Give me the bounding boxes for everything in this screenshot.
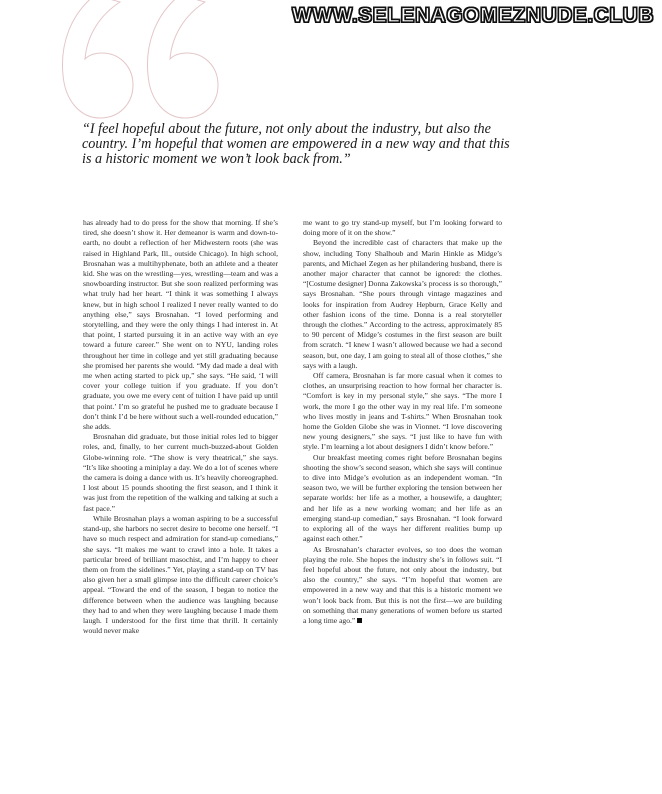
paragraph: me want to go try stand-up myself, but I’m looking forward to doing more of it on the show.”	[303, 218, 502, 238]
paragraph: Off camera, Brosnahan is far more casual when it comes to clothes, an unsurprising reaction to how formal her character is. “Comfort is key in my personal style,” she says. “The more I work, the more I go the other way in my real life. I’m someone who lives mostly in jeans and T-shirts.” When Brosnahan took home the Golden Globe she was in Vionnet. “I love discovering new young designers,” she says. “I just like to have fun with style. I’m learning a lot about designers I didn’t know before.”	[303, 371, 502, 452]
paragraph: has already had to do press for the show that morning. If she’s tired, she doesn’t show it. Her demeanor is warm and down-to-earth, no doubt a reflection of her Midwestern roots (she was raised in Highland Park, Ill., outside Chicago). In high school, Brosnahan was a multihyphenate, both an athlete and a theater kid. She was on the wrestling—yes, wrestling—team and was a snowboarding instructor. But she soon realized performing was what truly had her heart. “I think it was something I always knew, but in high school I realized I never really wanted to do anything else,” says Brosnahan. “I loved performing and storytelling, and they were the only things I had interest in. At that point, I started pursuing it in an active way with an eye toward a future career.” She went on to NYU, landing roles throughout her time in college and yet still graduating because she promised her parents she would. “My dad made a deal with me when acting started to pick up,” she says. “He said, ‘I will cover your college tuition if you graduate. If you don’t graduate, you owe me every cent of tuition I have paid up until that point.’ I’m so grateful he pushed me to graduate because I don’t think I’d be here without such a well-rounded education,” she adds.	[83, 218, 278, 432]
paragraph: Beyond the incredible cast of characters that make up the show, including Tony Shalhoub and Marin Hinkle as Midge’s parents, and Michael Zegen as her philandering husband, there is another major character that cannot be ignored: the clothes. “[Costume designer] Donna Zakowska’s process is so thorough,” says Brosnahan. “She pours through vintage magazines and looks for inspiration from Audrey Hepburn, Grace Kelly and other fashion icons of the time. Donna is a real storyteller through the clothes.” According to the actress, approximately 85 to 90 percent of Midge’s costumes in the first season are built from scratch. “I knew I wasn’t allowed because we had a second season, but, one day, I am going to steal all of those clothes,” she says with a laugh.	[303, 238, 502, 370]
square-end-mark-icon	[357, 618, 362, 623]
paragraph: Our breakfast meeting comes right before Brosnahan begins shooting the show’s second season, which she says will continue to dive into Midge’s evolution as an independent woman. “In season two, we will be further exploring the tension between her separate worlds: her life as a mother, a housewife, a daughter; and her life as a new working woman; and her life as an emerging stand-up comedian,” says Brosnahan. “I look forward to exploring all of the ways her different realities bump up against each other.”	[303, 452, 502, 544]
article-column-right	[303, 218, 502, 626]
watermark-text: WWW.SELENAGOMEZNUDE.CLUB	[292, 4, 654, 27]
paragraph: Brosnahan did graduate, but those initial roles led to bigger roles, and, finally, to her current much-buzzed-about Golden Globe-winning role. “The show is very theatrical,” she says. “It’s like shooting a miniplay a day. We do a lot of scenes where the camera is doing a dance with us. It’s heavily choreographed. I lost about 15 pounds shooting the first season, and I think it was just from the repetition of the walking and talking at such a fast pace.”	[83, 432, 278, 513]
article-column-left	[83, 218, 278, 636]
paragraph	[303, 545, 502, 627]
paragraph: While Brosnahan plays a woman aspiring to be a successful stand-up, she harbors no secret desire to become one herself. “I have so much respect and admiration for stand-up comedians,” she says. “It makes me want to crawl into a hole. It takes a particular breed of brilliant masochist, and I’m happy to cheer them on from the sidelines.” Yet, playing a stand-up on TV has also given her a small glimpse into the difficult career choice’s appeal. “Toward the end of the season, I began to notice the difference between when the audience was laughing because they had to and when they were laughing because I made them laugh. I understood for the first time that thrill. It certainly would never make	[83, 513, 278, 636]
final-paragraph-text: As Brosnahan’s character evolves, so too does the woman playing the role. She hopes the industry she’s in follows suit. “I feel hopeful about the future, not only about the industry, but also the country,” she says. “I’m hopeful that women are empowered in a new way and that this is a historic moment we won’t look back from. But this is not the first—we are building on something that many generations of women before us started a long time ago.”	[303, 544, 502, 625]
pull-quote: “I feel hopeful about the future, not only about the industry, but also the country. I’m hopeful that women are empowered in a new way and that this is a historic moment we won’t look back from.”	[82, 121, 510, 167]
open-double-quote-outline-icon	[55, 0, 225, 130]
